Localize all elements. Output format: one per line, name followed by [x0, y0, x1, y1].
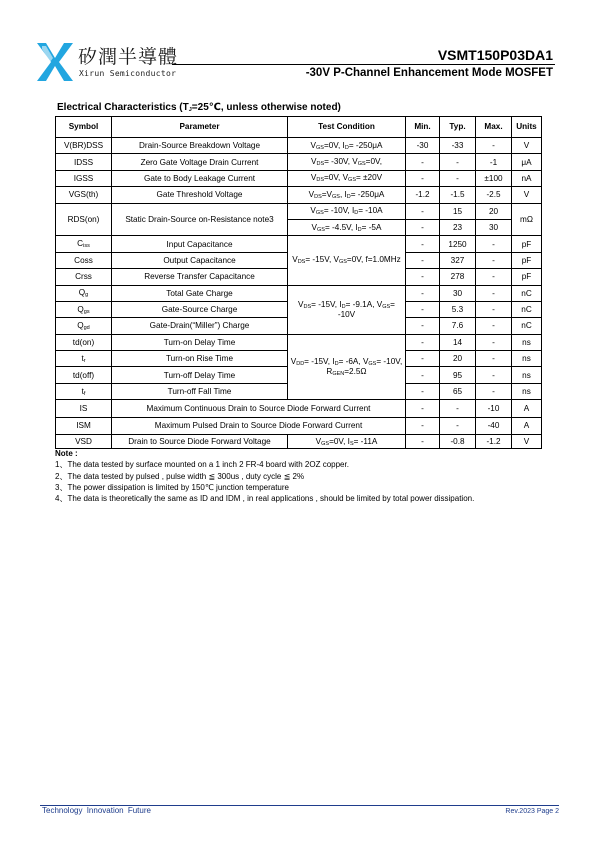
cell-units: ns — [512, 351, 542, 367]
cell-max: -2.5 — [476, 187, 512, 203]
cell-max: - — [476, 138, 512, 154]
cell-typ: 23 — [440, 219, 476, 235]
table-row — [56, 435, 542, 449]
cell-test-condition: VGS= -4.5V, ID= -5A — [288, 219, 406, 235]
cell-min: - — [406, 318, 440, 334]
col-header-min: Min. — [406, 117, 440, 138]
col-header-parameter: Parameter — [112, 117, 288, 138]
cell-min: - — [406, 400, 440, 418]
cell-units: V — [512, 187, 542, 203]
cell-min: - — [406, 417, 440, 435]
table-row — [56, 236, 542, 252]
cell-units: pF — [512, 269, 542, 285]
table-row — [56, 400, 542, 418]
cell-symbol: td(on) — [56, 334, 112, 350]
cell-typ: 15 — [440, 203, 476, 219]
table-row — [56, 334, 542, 350]
table-row — [56, 187, 542, 203]
cell-parameter: Zero Gate Voltage Drain Current — [112, 154, 288, 170]
cell-min: - — [406, 269, 440, 285]
cell-units: ns — [512, 383, 542, 399]
cell-typ: - — [440, 417, 476, 435]
cell-min: - — [406, 252, 440, 268]
cell-max: - — [476, 301, 512, 317]
cell-typ: 278 — [440, 269, 476, 285]
cell-min: - — [406, 219, 440, 235]
cell-symbol: ISM — [56, 417, 112, 435]
table-row — [56, 138, 542, 154]
cell-symbol: Ciss — [56, 236, 112, 252]
cell-units: pF — [512, 252, 542, 268]
cell-typ: 30 — [440, 285, 476, 301]
cell-max: -40 — [476, 417, 512, 435]
cell-max: - — [476, 351, 512, 367]
cell-typ: 1250 — [440, 236, 476, 252]
cell-parameter: Turn-off Fall Time — [112, 383, 288, 399]
col-header-symbol: Symbol — [56, 117, 112, 138]
cell-parameter: Output Capacitance — [112, 252, 288, 268]
cell-min: - — [406, 301, 440, 317]
cell-test-condition: VGS= -10V, ID= -10A — [288, 203, 406, 219]
cell-symbol: IGSS — [56, 170, 112, 186]
cell-symbol: tr — [56, 351, 112, 367]
cell-min: - — [406, 334, 440, 350]
xirun-logo-icon — [37, 43, 73, 81]
cell-parameter: Gate-Source Charge — [112, 301, 288, 317]
cell-typ: 14 — [440, 334, 476, 350]
cell-units: mΩ — [512, 203, 542, 236]
cell-max: - — [476, 334, 512, 350]
cell-parameter: Total Gate Charge — [112, 285, 288, 301]
cell-parameter: Input Capacitance — [112, 236, 288, 252]
cell-min: - — [406, 154, 440, 170]
cell-parameter: Gate-Drain(“Miller”) Charge — [112, 318, 288, 334]
cell-units: V — [512, 138, 542, 154]
cell-typ: 5.3 — [440, 301, 476, 317]
cell-test-condition: VDS=VGS, ID= -250μA — [288, 187, 406, 203]
cell-max: - — [476, 318, 512, 334]
cell-max: - — [476, 285, 512, 301]
cell-symbol: IDSS — [56, 154, 112, 170]
cell-units: A — [512, 400, 542, 418]
electrical-characteristics-table — [55, 116, 542, 449]
cell-units: μA — [512, 154, 542, 170]
cell-min: - — [406, 236, 440, 252]
cell-test-condition: VGS=0V, IS= -11A — [288, 435, 406, 449]
cell-symbol: Crss — [56, 269, 112, 285]
footer-revision-page: Rev.2023 Page 2 — [505, 808, 559, 815]
cell-test-condition: VGS=0V, ID= -250μA — [288, 138, 406, 154]
cell-min: - — [406, 367, 440, 383]
device-subtitle: -30V P-Channel Enhancement Mode MOSFET — [305, 67, 553, 79]
section-title: Electrical Characteristics (TJ=25℃, unless otherwise noted) — [57, 102, 341, 113]
cell-test-condition: VDS= -15V, ID= -9.1A, VGS= -10V — [288, 285, 406, 334]
part-number: VSMT150P03DA1 — [437, 47, 553, 63]
cell-typ: - — [440, 154, 476, 170]
cell-units: nC — [512, 301, 542, 317]
cell-min: - — [406, 170, 440, 186]
cell-min: - — [406, 435, 440, 449]
cell-units: V — [512, 435, 542, 449]
cell-typ: -0.8 — [440, 435, 476, 449]
cell-min: -30 — [406, 138, 440, 154]
cell-parameter: Drain to Source Diode Forward Voltage — [112, 435, 288, 449]
cell-typ: - — [440, 170, 476, 186]
cell-symbol: RDS(on) — [56, 203, 112, 236]
cell-typ: - — [440, 400, 476, 418]
cell-symbol: IS — [56, 400, 112, 418]
cell-symbol: VSD — [56, 435, 112, 449]
brand-chinese-name: 矽潤半導體 — [78, 46, 179, 68]
cell-parameter: Static Drain-Source on-Resistance note3 — [112, 203, 288, 236]
cell-max: - — [476, 367, 512, 383]
notes-block — [55, 448, 474, 504]
cell-symbol: td(off) — [56, 367, 112, 383]
cell-units: ns — [512, 334, 542, 350]
cell-test-condition: VDS= -15V, VGS=0V, f=1.0MHz — [288, 236, 406, 285]
header-divider — [172, 64, 555, 65]
cell-symbol: tf — [56, 383, 112, 399]
cell-symbol: Qgd — [56, 318, 112, 334]
note-item: 1、The data tested by surface mounted on a 1 inch 2 FR-4 board with 2OZ copper. — [55, 460, 349, 470]
col-header-test-condition: Test Condition — [288, 117, 406, 138]
table-row — [56, 203, 542, 219]
cell-units: ns — [512, 367, 542, 383]
cell-parameter: Gate to Body Leakage Current — [112, 170, 288, 186]
cell-max: -1.2 — [476, 435, 512, 449]
note-item: 4、The data is theoretically the same as ID and IDM , in real applications , should be limited by total power dissipation. — [55, 494, 475, 504]
cell-test-condition: VDS=0V, VGS= ±20V — [288, 170, 406, 186]
cell-max: ±100 — [476, 170, 512, 186]
cell-parameter: Turn-on Delay Time — [112, 334, 288, 350]
cell-typ: -1.5 — [440, 187, 476, 203]
cell-typ: 327 — [440, 252, 476, 268]
cell-symbol: Qgs — [56, 301, 112, 317]
table-row — [56, 417, 542, 435]
cell-parameter: Gate Threshold Voltage — [112, 187, 288, 203]
table-row — [56, 285, 542, 301]
cell-test-condition: VDS= -30V, VGS=0V, — [288, 154, 406, 170]
notes-title: Note : — [55, 449, 78, 458]
cell-max: - — [476, 236, 512, 252]
cell-typ: 65 — [440, 383, 476, 399]
cell-min: - — [406, 351, 440, 367]
note-item: 3、The power dissipation is limited by 150℃ junction temperature — [55, 482, 289, 492]
cell-max: - — [476, 383, 512, 399]
cell-max: - — [476, 252, 512, 268]
cell-min: - — [406, 203, 440, 219]
cell-symbol: Qg — [56, 285, 112, 301]
footer-slogan: Technology Innovation Future — [42, 806, 151, 815]
cell-symbol: V(BR)DSS — [56, 138, 112, 154]
cell-symbol: Coss — [56, 252, 112, 268]
cell-units: A — [512, 417, 542, 435]
cell-max: 30 — [476, 219, 512, 235]
cell-parameter: Maximum Continuous Drain to Source Diode Forward Current — [112, 400, 406, 418]
cell-max: -10 — [476, 400, 512, 418]
cell-max: - — [476, 269, 512, 285]
cell-min: - — [406, 383, 440, 399]
cell-symbol: VGS(th) — [56, 187, 112, 203]
cell-units: nC — [512, 318, 542, 334]
cell-units: pF — [512, 236, 542, 252]
col-header-max: Max. — [476, 117, 512, 138]
cell-min: -1.2 — [406, 187, 440, 203]
cell-typ: -33 — [440, 138, 476, 154]
note-item: 2、The data tested by pulsed , pulse width ≦ 300us , duty cycle ≦ 2% — [55, 471, 305, 481]
cell-parameter: Reverse Transfer Capacitance — [112, 269, 288, 285]
cell-parameter: Turn-on Rise Time — [112, 351, 288, 367]
table-row — [56, 170, 542, 186]
cell-test-condition: VDD= -15V, ID= -6A, VGS= -10V, RGEN=2.5Ω — [288, 334, 406, 400]
cell-parameter: Maximum Pulsed Drain to Source Diode Forward Current — [112, 417, 406, 435]
cell-typ: 7.6 — [440, 318, 476, 334]
col-header-units: Units — [512, 117, 542, 138]
cell-parameter: Drain-Source Breakdown Voltage — [112, 138, 288, 154]
cell-max: -1 — [476, 154, 512, 170]
cell-typ: 20 — [440, 351, 476, 367]
cell-parameter: Turn-off Delay Time — [112, 367, 288, 383]
cell-units: nA — [512, 170, 542, 186]
col-header-typ: Typ. — [440, 117, 476, 138]
brand-english-name: Xirun Semiconductor — [79, 69, 177, 78]
cell-max: 20 — [476, 203, 512, 219]
cell-min: - — [406, 285, 440, 301]
table-row — [56, 154, 542, 170]
cell-units: nC — [512, 285, 542, 301]
cell-typ: 95 — [440, 367, 476, 383]
table-header-row — [56, 117, 542, 138]
